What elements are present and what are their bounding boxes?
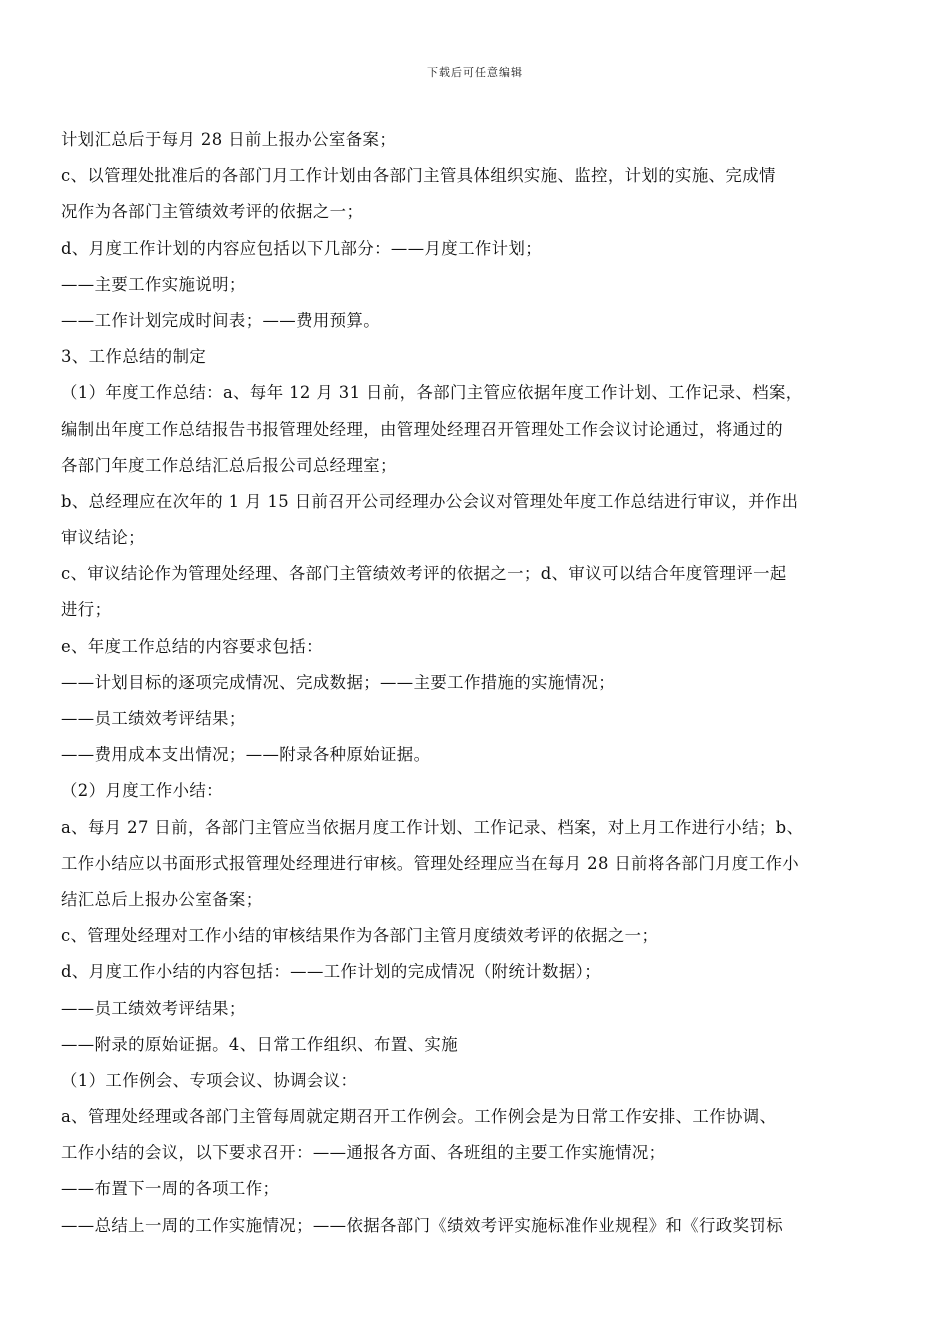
text-line: 工作小结应以书面形式报管理处经理进行审核。管理处经理应当在每月 28 日前将各部门月度工作小 xyxy=(61,853,800,873)
text-line: c、管理处经理对工作小结的审核结果作为各部门主管月度绩效考评的依据之一； xyxy=(61,926,659,946)
text-line: ——员工绩效考评结果； xyxy=(61,998,246,1018)
text-line: 工作小结的会议，以下要求召开：——通报各方面、各班组的主要工作实施情况； xyxy=(61,1143,666,1163)
subsection-heading: （2）月度工作小结： xyxy=(61,781,223,801)
text-line: ——计划目标的逐项完成情况、完成数据；——主要工作措施的实施情况； xyxy=(61,672,616,692)
text-line: c、以管理处批准后的各部门月工作计划由各部门主管具体组织实施、监控，计划的实施、完成情 xyxy=(61,166,776,186)
text-line: 况作为各部门主管绩效考评的依据之一； xyxy=(61,202,364,222)
text-line: ——员工绩效考评结果； xyxy=(61,709,246,728)
document-body xyxy=(61,122,901,1244)
text-line: ——主要工作实施说明； xyxy=(61,274,246,294)
text-line: ——布置下一周的各项工作； xyxy=(61,1179,280,1199)
text-line: 编制出年度工作总结报告书报管理处经理，由管理处经理召开管理处工作会议讨论通过，将通过的 xyxy=(61,419,783,439)
text-line: a、管理处经理或各部门主管每周就定期召开工作例会。工作例会是为日常工作安排、工作协调、 xyxy=(61,1107,777,1127)
text-line: c、审议结论作为管理处经理、各部门主管绩效考评的依据之一；d、审议可以结合年度管理评一起 xyxy=(61,564,787,584)
text-line: 进行； xyxy=(61,600,112,620)
text-line: a、每月 27 日前，各部门主管应当依据月度工作计划、工作记录、档案，对上月工作进行小结；b、 xyxy=(61,817,804,837)
text-line: 结汇总后上报办公室备案； xyxy=(61,889,263,909)
text-line: 各部门年度工作总结汇总后报公司总经理室； xyxy=(61,455,397,475)
text-line: ——总结上一周的工作实施情况；——依据各部门《绩效考评实施标准作业规程》和《行政奖罚标 xyxy=(61,1215,783,1235)
text-line: ——工作计划完成时间表；——费用预算。 xyxy=(61,310,381,330)
download-note: 下载后可任意编辑 xyxy=(427,66,523,79)
text-line: b、总经理应在次年的 1 月 15 日前召开公司经理办公会议对管理处年度工作总结进行审议，并作出 xyxy=(61,491,799,511)
text-line: ——费用成本支出情况；——附录各种原始证据。 xyxy=(61,745,431,765)
text-line: 审议结论； xyxy=(61,528,145,548)
text-line: e、年度工作总结的内容要求包括： xyxy=(61,636,323,656)
text-line: ——附录的原始证据。4、日常工作组织、布置、实施 xyxy=(61,1034,459,1054)
text-line: d、月度工作计划的内容应包括以下几部分：——月度工作计划； xyxy=(61,238,543,258)
text-line: d、月度工作小结的内容包括：——工作计划的完成情况（附统计数据）； xyxy=(61,962,601,982)
section-heading: 3、工作总结的制定 xyxy=(61,347,207,367)
text-line: （1）年度工作总结：a、每年 12 月 31 日前，各部门主管应依据年度工作计划、工作记录、档案， xyxy=(61,383,803,403)
text-line: 计划汇总后于每月 28 日前上报办公室备案； xyxy=(61,130,397,149)
subsection-heading: （1）工作例会、专项会议、协调会议： xyxy=(61,1070,358,1090)
